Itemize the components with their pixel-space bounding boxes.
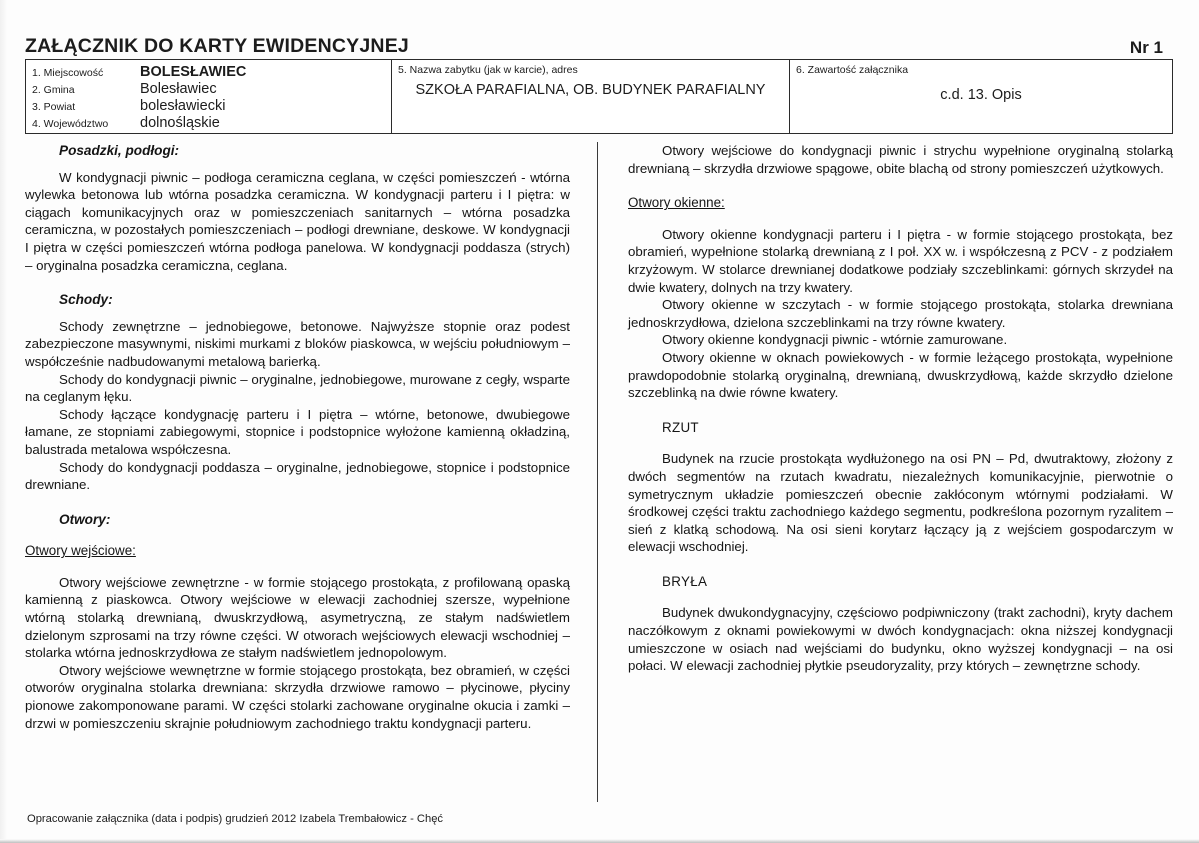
- paragraph-schody-piwnic: Schody do kondygnacji piwnic – oryginalne, jednobiegowe, murowane z cegły, wsparte na ceglanym łęku.: [25, 371, 570, 405]
- field-label-gmina: 2. Gmina: [32, 84, 75, 96]
- spacer: [25, 560, 570, 574]
- field-label-powiat: 3. Powiat: [32, 101, 76, 113]
- document-body: [25, 142, 1173, 802]
- spacer: [628, 556, 1173, 573]
- spacer: [25, 494, 570, 511]
- spacer: [628, 402, 1173, 419]
- page-title: ZAŁĄCZNIK DO KARTY EWIDENCYJNEJ: [25, 34, 409, 57]
- paragraph-bryla: Budynek dwukondygnacyjny, częściowo podpiwniczony (trakt zachodni), kryty dachem naczółkowym z oknami powiekowymi w dwóch kondygnacjach: okna niższej kondygnacji umieszczone w osiach nad wejściami do budynku, okno wyższej kondygnacji – na osi połaci. W elewacji zachodniej płytkie pseudoryzality, przy których – zewnętrzne schody.: [628, 605, 1173, 674]
- paragraph-rzut: Budynek na rzucie prostokąta wydłużonego na osi PN – Pd, dwutraktowy, złożony z dwóch segmentów na rzutach kwadratu, niezależnych komunikacyjnie, pierwotnie o symetrycznym układzie pomieszczeń obecnie zakłóconym wtórnymi podziałami. W środkowej części traktu zachodniego każdego segmentu, podkreślona pozornym ryzalitem – sień z klatką schodową. Na osi sieni korytarz łączący ją z wejściem gospodarczym w elewacji wschodniej.: [628, 451, 1173, 555]
- field-value-zawartosc: c.d. 13. Opis: [940, 87, 1022, 103]
- spacer: [25, 160, 570, 169]
- left-text-column: [25, 142, 570, 732]
- spacer: [25, 309, 570, 318]
- paragraph-okna-szczyty: Otwory okienne w szczytach - w formie stojącego prostokąta, stolarka drewniana jednoskrzydłowa, dzielona szczeblinkami na trzy równe kwatery.: [628, 297, 1173, 330]
- column-divider: [597, 142, 598, 802]
- paragraph-okna-powiekowe: Otwory okienne w oknach powiekowych - w formie leżącego prostokąta, wypełnione prawdopodobnie stolarką oryginalną, drewnianą, dwuskrzydłową, każde skrzydło dzielone szczeblinką na dwie równe kwatery.: [628, 349, 1173, 401]
- identification-table: [25, 59, 1173, 134]
- subheading-otwory-okienne: Otwory okienne:: [628, 195, 725, 211]
- spacer: [628, 212, 1173, 226]
- table-row: [32, 81, 385, 98]
- paragraph-schody-parter-pietro: Schody łączące kondygnację parteru i I piętra – wtórne, betonowe, dwubiegowe łamane, ze stopniami zabiegowymi, stopnice i podstopnice wyłożone kamienną okładziną, balustrada metalowa współczesna.: [25, 406, 570, 457]
- attachment-number: Nr 1: [1129, 38, 1163, 57]
- field-value-nazwa-zabytku: SZKOŁA PARAFIALNA, OB. BUDYNEK PARAFIALNY: [415, 82, 766, 98]
- field-label-miejscowosc: 1. Miejscowość: [32, 67, 104, 79]
- field-value-powiat: bolesławiecki: [140, 98, 226, 114]
- spacer: [628, 590, 1173, 604]
- spacer: [25, 274, 570, 291]
- document-footer: Opracowanie załącznika (data i podpis) grudzień 2012 Izabela Trembałowicz - Chęć: [27, 813, 444, 825]
- right-text-column: [628, 142, 1173, 675]
- heading-bryla: BRYŁA: [662, 573, 708, 589]
- location-cell: [26, 60, 392, 133]
- heading-rzut: RZUT: [662, 419, 699, 435]
- location-rows: [32, 64, 385, 132]
- field-value-miejscowosc: BOLESŁAWIEC: [140, 64, 247, 80]
- table-row: [32, 98, 385, 115]
- paragraph-posadzki: W kondygnacji piwnic – podłoga ceramiczna ceglana, w części pomieszczeń - wtórna wylewka betonowa lub wtórna posadzka ceramiczna. W kondygnacji parteru i I piętra: w ciągach komunikacyjnych oraz w pomieszczeniach sanitarnych – wtórna posadzka ceramiczna, w pozostałych pomieszczeniach – podłogi drewniane, deskowe. W kondygnacji I piętra w części pomieszczeń wtórna podłoga panelowa. W kondygnacji poddasza (strych) – oryginalna posadzka ceramiczna, ceglana.: [25, 169, 570, 273]
- monument-name-cell: [392, 60, 790, 133]
- heading-schody: Schody:: [59, 292, 113, 308]
- field-label-wojewodztwo: 4. Województwo: [32, 118, 109, 130]
- paragraph-otwory-piwnic-strychu: Otwory wejściowe do kondygnacji piwnic i strychu wypełnione oryginalną stolarką drewnianą – skrzydła drzwiowe spągowe, obite blachą od strony pomieszczeń użytkowych.: [628, 143, 1173, 176]
- field-label-nazwa-zabytku: 5. Nazwa zabytku (jak w karcie), adres: [398, 64, 578, 76]
- attachment-content-cell: [790, 60, 1172, 133]
- paragraph-otwory-wejsciowe-zewnetrzne: Otwory wejściowe zewnętrzne - w formie stojącego prostokąta, z profilowaną opaską kamienną z piaskowca. Otwory wejściowe w elewacji zachodniej szersze, wypełnione wtórną stolarką drewnianą, dwuskrzydłową, asymetryczną, ze stałym nadświetlem dzielonym szprosami na trzy równe części. W otworach wejściowych elewacji wschodniej – stolarka wtórna jednoskrzydłowa ze stałym nadświetlem jednopolowym.: [25, 574, 570, 661]
- paragraph-okna-parter-pietro: Otwory okienne kondygnacji parteru i I piętra - w formie stojącego prostokąta, bez obramień, wypełnione stolarką drewnianą z I poł. XX w. i współczesną z PCV - z podziałem krzyżowym. W stolarce drewnianej dodatkowe podziały szczeblinkami: górnych skrzydeł na dwie kwatery, dolnych na trzy kwatery.: [628, 226, 1173, 295]
- document-header: [25, 26, 1173, 56]
- subheading-otwory-wejsciowe: Otwory wejściowe:: [25, 543, 136, 559]
- heading-otwory: Otwory:: [59, 511, 111, 527]
- paragraph-schody-poddasza: Schody do kondygnacji poddasza – oryginalne, jednobiegowe, stopnice i podstopnice drewniane.: [25, 459, 570, 493]
- paragraph-otwory-wejsciowe-wewnetrzne: Otwory wejściowe wewnętrzne w formie stojącego prostokąta, bez obramień, w części otworów oryginalna stolarka drewniana: skrzydła drzwiowe ramowo – płycinowe, płyciny pionowe zakomponowane parami. W części stolarki zachowane oryginalne okucia i zamki – drzwi w pomieszczeniu skrajnie południowym zachodniego traktu kondygnacji parteru.: [25, 662, 570, 731]
- paragraph-schody-zewnetrzne: Schody zewnętrzne – jednobiegowe, betonowe. Najwyższe stopnie oraz podest zabezpieczone masywnymi, niskimi murkami z bloków piaskowca, w wejściu południowym – współcześnie nadbudowanymi metalową barierką.: [25, 318, 570, 369]
- field-value-wojewodztwo: dolnośląskie: [140, 115, 220, 131]
- field-label-zawartosc: 6. Zawartość załącznika: [796, 64, 909, 76]
- spacer: [628, 177, 1173, 194]
- table-row: [32, 64, 385, 81]
- spacer: [25, 528, 570, 542]
- field-value-gmina: Bolesławiec: [140, 81, 217, 97]
- paragraph-okna-piwnic: Otwory okienne kondygnacji piwnic - wtórnie zamurowane.: [662, 332, 1008, 348]
- heading-posadzki-podlogi: Posadzki, podłogi:: [59, 143, 180, 158]
- table-row: [32, 115, 385, 132]
- spacer: [628, 436, 1173, 450]
